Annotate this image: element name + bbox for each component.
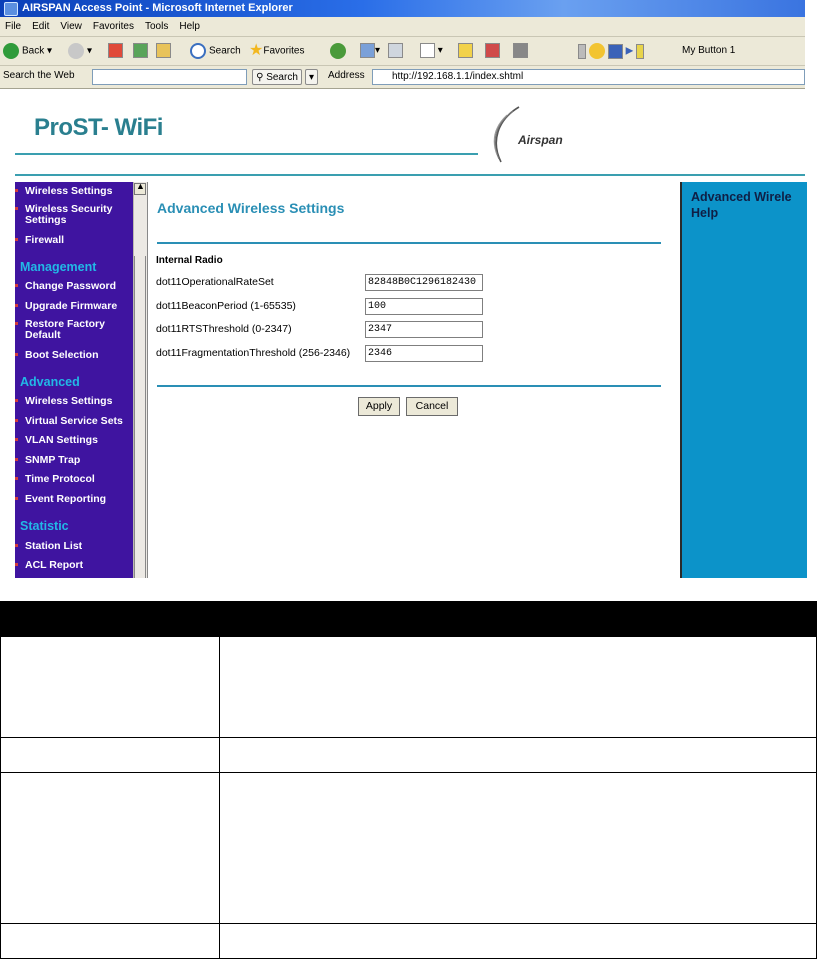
print-button[interactable] (388, 43, 403, 59)
table-cell (1, 637, 220, 738)
table-row (1, 924, 817, 959)
magnifier-icon (190, 43, 206, 59)
cancel-button[interactable]: Cancel (406, 397, 458, 416)
sidebar-section-management: Management (20, 260, 97, 274)
help-title-line2: Help (691, 206, 719, 220)
rts-threshold-label: dot11RTSThreshold (0-2347) (156, 323, 292, 335)
extra-tools[interactable] (578, 43, 644, 59)
stop-button[interactable] (108, 43, 123, 59)
back-arrow-icon (3, 43, 19, 59)
sidebar-nav: Wireless Settings Wireless Security Settings Firewall Management Change Password Upgrade Firmware Restore Factory Default Boot Selection Advanced Wireless Settings Virtual Service Sets VLAN Settings SNMP Trap Time Protocol Event Reporting Statistic Station List ACL Report (15, 182, 133, 578)
browser-toolbar (0, 37, 805, 66)
monitor-icon (608, 44, 623, 59)
apply-button[interactable]: Apply (358, 397, 400, 416)
favorites-button[interactable]: ★Favorites (249, 42, 305, 59)
word-edit-icon (420, 43, 435, 58)
page-title: Advanced Wireless Settings (157, 200, 345, 216)
table-row (1, 738, 817, 773)
fragmentation-threshold-label: dot11FragmentationThreshold (256-2346) (156, 347, 351, 359)
table-row (1, 637, 817, 738)
search-dropdown-button[interactable] (305, 69, 318, 85)
scrollbar-thumb[interactable] (134, 256, 146, 578)
rts-threshold-input[interactable]: 2347 (365, 321, 483, 338)
header-rule-left (15, 153, 478, 155)
sidebar-section-advanced: Advanced (20, 375, 80, 389)
airspan-swoosh-icon (483, 104, 523, 166)
table-header-cell (220, 602, 817, 637)
search-the-web-label: Search the Web (3, 70, 75, 81)
magnifier-small-icon: ⚲ (256, 72, 264, 83)
table-cell (1, 924, 220, 959)
research-button[interactable] (513, 43, 528, 59)
discuss-button[interactable] (458, 43, 473, 59)
search-toolbar-button[interactable]: Search (190, 43, 241, 59)
play-icon: ▶ (625, 45, 634, 57)
refresh-button[interactable] (133, 43, 148, 59)
home-button[interactable] (156, 43, 171, 59)
scroll-up-button[interactable] (134, 183, 146, 195)
ie-window-icon (4, 2, 18, 16)
edit-button[interactable]: ▾ (420, 43, 443, 59)
airspan-brand: Airspan (518, 133, 563, 147)
home-icon (156, 43, 171, 58)
menu-tools[interactable]: Tools (144, 21, 169, 32)
bookmark-icon (636, 44, 644, 59)
rate-set-label: dot11OperationalRateSet (156, 276, 274, 288)
scroll-up-arrow-icon: ▲ (136, 181, 145, 191)
mail-button[interactable]: ▾ (360, 43, 380, 59)
menu-edit[interactable]: Edit (32, 21, 50, 32)
parameter-table (0, 601, 817, 959)
table-cell (1, 738, 220, 773)
menu-help[interactable]: Help (179, 21, 200, 32)
table-cell (1, 773, 220, 924)
sidebar-section-statistic: Statistic (20, 519, 69, 533)
form-divider (157, 385, 661, 387)
address-label: Address (328, 70, 365, 81)
forward-arrow-icon (68, 43, 84, 59)
smiley-icon (589, 43, 605, 59)
beacon-period-label: dot11BeaconPeriod (1-65535) (156, 300, 296, 312)
back-button[interactable]: Back ▾ (3, 43, 52, 59)
main-content (147, 182, 681, 578)
forward-button[interactable]: ▾ (68, 43, 92, 59)
mail-icon (360, 43, 375, 58)
window-title-bar (0, 0, 805, 17)
menu-favorites[interactable]: Favorites (92, 21, 134, 32)
table-row (1, 773, 817, 924)
section-internal-radio: Internal Radio (156, 255, 223, 266)
rate-set-input[interactable]: 82848B0C1296182430 (365, 274, 483, 291)
folder-icon (458, 43, 473, 58)
my-button-1[interactable]: My Button 1 (682, 45, 736, 56)
beacon-period-input[interactable]: 100 (365, 298, 483, 315)
messenger-icon (485, 43, 500, 58)
address-input[interactable]: http://192.168.1.1/index.shtml (372, 69, 805, 85)
refresh-icon (133, 43, 148, 58)
table-cell (220, 773, 817, 924)
history-button[interactable] (330, 43, 349, 59)
tool-icon (578, 44, 586, 59)
table-header-cell (1, 602, 220, 637)
favorites-star-icon: ★ (249, 42, 264, 59)
header-rule (15, 174, 805, 176)
table-cell (220, 738, 817, 773)
menu-bar (0, 17, 805, 37)
table-cell (220, 924, 817, 959)
help-title: Advanced Wirele (691, 190, 792, 204)
address-bar-row (0, 66, 805, 89)
stop-icon (108, 43, 123, 58)
title-divider (157, 242, 661, 244)
table-header-row (1, 602, 817, 637)
dropdown-arrow-icon: ▾ (308, 72, 315, 83)
web-search-button[interactable]: ⚲ Search (252, 69, 302, 85)
print-icon (388, 43, 403, 58)
fragmentation-threshold-input[interactable]: 2346 (365, 345, 483, 362)
web-search-input[interactable] (92, 69, 247, 85)
prost-wifi-logo: ProST- WiFi (34, 114, 163, 141)
table-cell (220, 637, 817, 738)
menu-file[interactable]: File (5, 21, 22, 32)
help-panel (680, 182, 807, 578)
research-icon (513, 43, 528, 58)
messenger-button[interactable] (485, 43, 500, 59)
menu-view[interactable]: View (60, 21, 82, 32)
history-icon (330, 43, 346, 59)
window-title: AIRSPAN Access Point - Microsoft Internet Explorer (22, 2, 293, 14)
